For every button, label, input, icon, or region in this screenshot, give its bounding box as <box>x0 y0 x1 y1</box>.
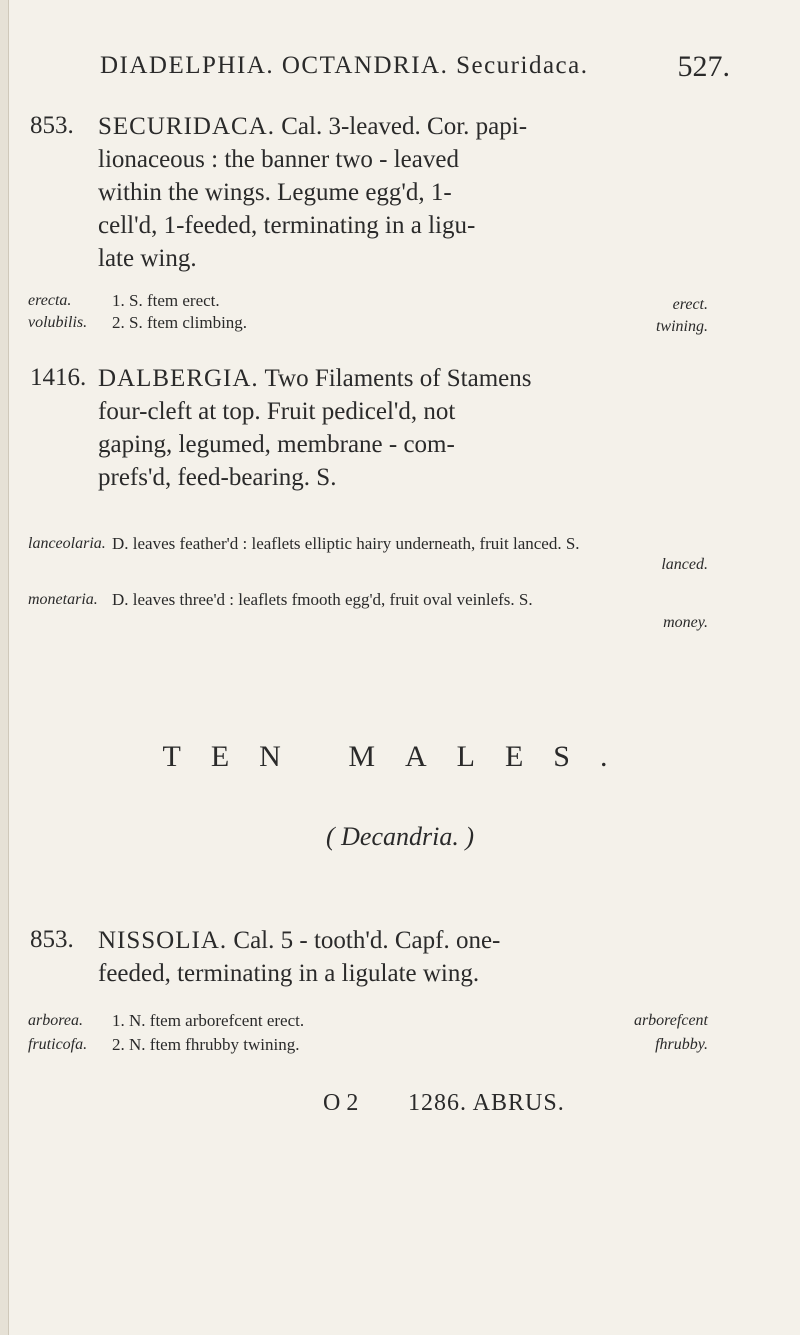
species-english: fhrubby. <box>655 1036 708 1053</box>
genus-number: 853. <box>30 112 74 139</box>
species-latin: monetaria. <box>28 591 98 608</box>
running-header <box>100 50 760 83</box>
species-latin: volubilis. <box>28 314 88 331</box>
description-line: within the wings. Legume egg'd, 1- <box>98 179 452 206</box>
description-line: gaping, legumed, membrane - com- <box>98 431 455 458</box>
genus-number: 1416. <box>30 364 87 391</box>
species-english: lanced. <box>661 556 708 573</box>
genus-description <box>98 110 710 275</box>
species-english: money. <box>663 614 708 631</box>
species-description: 2. N. ftem fhrubby twining. <box>112 1035 300 1054</box>
description-line: lionaceous : the banner two - leaved <box>98 146 459 173</box>
genus-name: SECURIDACA. <box>98 113 275 140</box>
species-description: 1. S. ftem erect. <box>112 291 220 310</box>
species-latin: fruticofa. <box>28 1036 88 1053</box>
species-description: 2. S. ftem climbing. <box>112 313 248 332</box>
species-english: erect. <box>672 296 708 313</box>
genus-description <box>98 924 710 990</box>
description-line: four-cleft at top. Fruit pedicel'd, not <box>98 398 456 425</box>
description-line: Cal. 5 - tooth'd. Capf. one- <box>233 927 501 954</box>
signature-mark: O 2 <box>323 1090 359 1116</box>
species-english: twining. <box>655 318 708 335</box>
catchword: 1286. ABRUS. <box>408 1090 565 1116</box>
species-description: 1. N. ftem arborefcent erect. <box>112 1011 305 1030</box>
description-line: feeded, terminating in a ligulate wing. <box>98 960 480 987</box>
species-english: arborefcent <box>633 1012 708 1029</box>
description-line: cell'd, 1-feeded, terminating in a ligu- <box>98 212 476 239</box>
genus-description <box>98 362 710 494</box>
page-edge <box>0 0 9 1335</box>
genus-number: 853. <box>30 926 74 953</box>
species-latin: erecta. <box>28 292 72 309</box>
species-latin: arborea. <box>28 1012 83 1029</box>
description-line: prefs'd, feed-bearing. S. <box>98 464 337 491</box>
page-number: 527. <box>677 50 730 83</box>
species-latin: lanceolaria. <box>28 535 106 552</box>
running-title: DIADELPHIA. OCTANDRIA. Securidaca. <box>100 52 589 79</box>
description-line: Cal. 3-leaved. Cor. papi- <box>281 113 528 140</box>
description-line: Two Filaments of Stamens <box>264 365 532 392</box>
section-subtitle: ( Decandria. ) <box>325 822 474 851</box>
section-title: TEN MALES. <box>162 740 638 773</box>
description-line: late wing. <box>98 245 197 272</box>
genus-name: NISSOLIA. <box>98 927 228 954</box>
species-description: D. leaves three'd : leaflets fmooth egg'd, fruit oval veinlefs. S. <box>112 590 533 609</box>
genus-name: DALBERGIA. <box>98 365 259 392</box>
species-description: D. leaves feather'd : leaflets elliptic hairy underneath, fruit lanced. S. <box>112 534 580 553</box>
